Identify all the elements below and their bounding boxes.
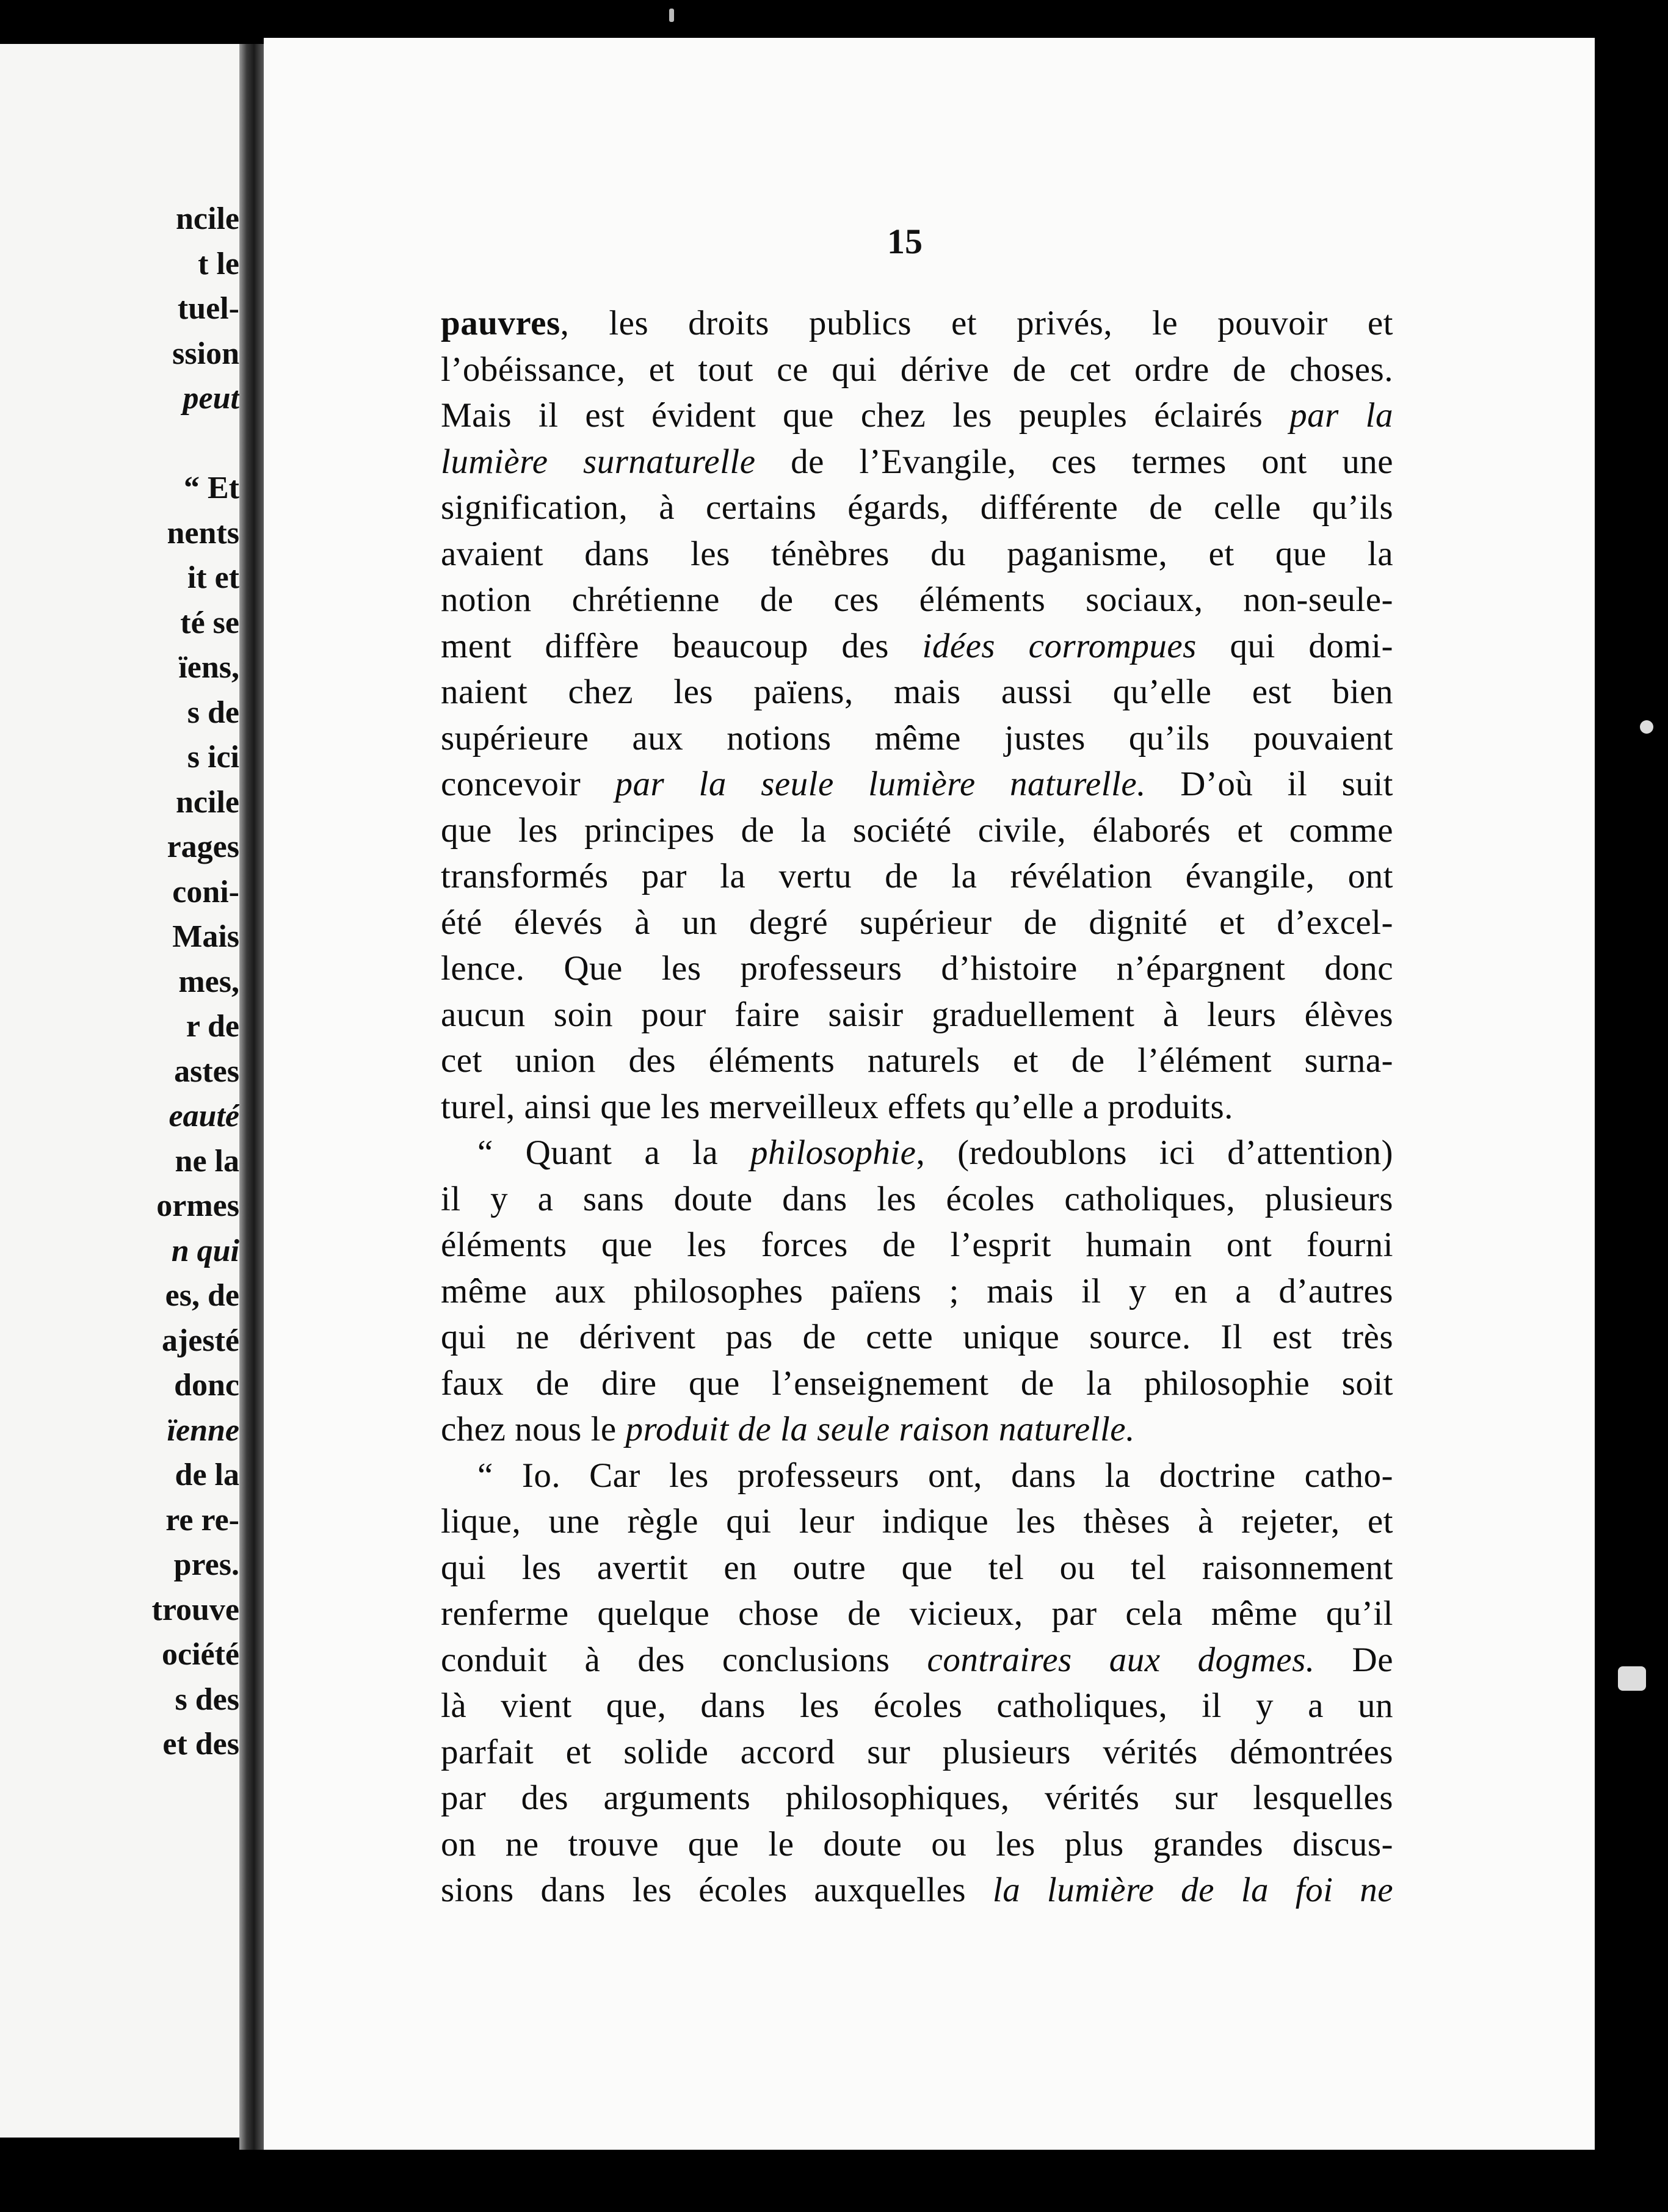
- text-run: De: [1314, 1640, 1393, 1679]
- text-run: “ Io. Car les professeurs ont, dans la doctrine catho-: [477, 1456, 1393, 1495]
- left-page-line: ïenne: [167, 1412, 239, 1448]
- text-line: [441, 1406, 1393, 1453]
- text-line: [441, 623, 1393, 670]
- scan-speck: [1618, 1666, 1646, 1691]
- italic-text: par la seule lumière naturelle.: [615, 765, 1146, 803]
- text-line: [441, 945, 1393, 992]
- left-page-line: tuel-: [177, 291, 239, 326]
- text-line: [441, 808, 1393, 854]
- text-line: [441, 761, 1393, 808]
- text-run: qui les avertit en outre que tel ou tel raisonnement: [441, 1548, 1393, 1587]
- left-page-line: it et: [187, 560, 239, 595]
- text-run: “ Quant a la: [477, 1133, 750, 1172]
- left-page-line: s des: [175, 1682, 239, 1717]
- left-page-line: coni-: [172, 874, 239, 909]
- text-run: qui domi-: [1196, 626, 1394, 665]
- left-page-line: s de: [187, 695, 239, 730]
- left-page: [0, 44, 239, 2138]
- text-line: [441, 300, 1393, 347]
- text-line: [441, 485, 1393, 531]
- text-line: [441, 1729, 1393, 1776]
- text-run: on ne trouve que le doute ou les plus grandes discus-: [441, 1824, 1393, 1863]
- text-line: [441, 1775, 1393, 1821]
- text-line: [441, 347, 1393, 393]
- text-line: [441, 1130, 1393, 1176]
- italic-text: contraires aux dogmes.: [927, 1640, 1315, 1679]
- text-line: [441, 577, 1393, 623]
- left-page-line: ajesté: [161, 1323, 239, 1358]
- left-page-line: t le: [198, 246, 239, 281]
- text-run: par des arguments philosophiques, vérités sur lesquelles: [441, 1779, 1393, 1817]
- left-page-line: rages: [167, 830, 239, 864]
- text-line: [441, 715, 1393, 762]
- text-run: pauvres: [441, 304, 560, 342]
- text-line: [441, 531, 1393, 577]
- left-page-line: ncile: [176, 784, 239, 820]
- text-run: signification, à certains égards, différente de celle qu’ils: [441, 488, 1393, 527]
- left-page-line: de la: [175, 1458, 239, 1492]
- text-line: [441, 1683, 1393, 1729]
- text-run: supérieure aux notions même justes qu’ils pouvaient: [441, 718, 1393, 757]
- text-line: [441, 1361, 1393, 1407]
- text-run: il y a sans doute dans les écoles catholiques, plusieurs: [441, 1179, 1393, 1218]
- text-run: Mais il est évident que chez les peuples éclairés: [441, 396, 1290, 435]
- scan-speck: [669, 9, 674, 22]
- italic-text: lumière surnaturelle: [441, 442, 756, 481]
- text-run: , les droits publics et privés, le pouvoir et: [560, 304, 1393, 342]
- text-run: renferme quelque chose de vicieux, par cela même qu’il: [441, 1594, 1393, 1633]
- text-run: , (redoublons ici d’attention): [916, 1133, 1393, 1172]
- left-page-line: peut: [183, 381, 239, 416]
- text-line: [441, 1637, 1393, 1683]
- italic-text: philosophie: [750, 1133, 916, 1172]
- text-line: [441, 1038, 1393, 1084]
- text-line: [441, 853, 1393, 900]
- left-page-line: ociété: [161, 1637, 239, 1672]
- text-run: qui ne dérivent pas de cette unique source. Il est très: [441, 1318, 1393, 1356]
- text-run: été élevés à un degré supérieur de dignité et d’excel-: [441, 903, 1393, 942]
- text-line: [441, 1867, 1393, 1914]
- text-run: sions dans les écoles auxquelles: [441, 1871, 993, 1909]
- italic-text: produit de la seule raison naturelle.: [625, 1410, 1135, 1448]
- left-page-line: s ici: [187, 740, 239, 775]
- italic-text: par la: [1289, 396, 1393, 435]
- text-line: [441, 392, 1393, 439]
- text-run: que les principes de la société civile, élaborés et comme: [441, 811, 1393, 850]
- text-run: chez nous le: [441, 1410, 626, 1448]
- text-run: l’obéissance, et tout ce qui dérive de cet ordre de choses.: [441, 350, 1393, 389]
- text-run: conduit à des conclusions: [441, 1640, 927, 1679]
- text-line: [441, 1084, 1393, 1130]
- left-page-line: mes,: [178, 964, 239, 999]
- left-page-line: ïens,: [178, 650, 239, 685]
- text-run: aucun soin pour faire saisir graduellement à leurs élèves: [441, 995, 1393, 1034]
- text-run: éléments que les forces de l’esprit humain ont fourni: [441, 1226, 1393, 1264]
- text-run: turel, ainsi que les merveilleux effets qu’elle a produits.: [441, 1087, 1233, 1126]
- text-run: naient chez les païens, mais aussi qu’elle est bien: [441, 673, 1393, 711]
- left-page-line: eauté: [169, 1099, 239, 1133]
- page-number: 15: [887, 222, 923, 261]
- text-line: [441, 900, 1393, 946]
- text-line: [441, 1268, 1393, 1315]
- left-page-line: té se: [180, 605, 239, 640]
- text-run: concevoir: [441, 765, 615, 803]
- left-page-line: ncile: [176, 201, 239, 236]
- text-run: lence. Que les professeurs d’histoire n’épargnent donc: [441, 949, 1393, 988]
- left-page-line: ssion: [172, 336, 239, 371]
- text-run: cet union des éléments naturels et de l’élément surna-: [441, 1041, 1393, 1080]
- text-run: ment diffère beaucoup des: [441, 626, 923, 665]
- book-gutter: [239, 44, 264, 2150]
- text-line: [441, 1314, 1393, 1361]
- text-run: faux de dire que l’enseignement de la philosophie soit: [441, 1364, 1393, 1403]
- text-line: [441, 1453, 1393, 1499]
- left-page-line: ne la: [175, 1143, 239, 1179]
- left-page-line: et des: [162, 1727, 239, 1762]
- right-page: [264, 38, 1595, 2150]
- text-line: [441, 1545, 1393, 1591]
- text-run: de l’Evangile, ces termes ont une: [755, 442, 1393, 481]
- left-page-line: Mais: [172, 919, 239, 954]
- text-line: [441, 1222, 1393, 1268]
- text-run: D’où il suit: [1145, 765, 1393, 803]
- left-page-line: [0, 421, 239, 466]
- scan-speck: [1640, 720, 1653, 734]
- italic-text: idées corrompues: [922, 626, 1197, 665]
- left-page-line: nents: [167, 515, 239, 551]
- left-page-line: ormes: [156, 1188, 239, 1223]
- left-page-line: donc: [174, 1368, 239, 1403]
- text-run: même aux philosophes païens ; mais il y en a d’autres: [441, 1271, 1393, 1310]
- left-page-line: r de: [186, 1009, 239, 1044]
- left-page-line: astes: [174, 1054, 239, 1089]
- text-line: [441, 992, 1393, 1038]
- left-page-line: n qui: [171, 1233, 239, 1268]
- text-line: [441, 669, 1393, 715]
- text-line: [441, 1498, 1393, 1545]
- left-page-line: pres.: [173, 1547, 239, 1582]
- text-line: [441, 1821, 1393, 1868]
- left-page-line: re re-: [165, 1502, 239, 1538]
- text-line: [441, 1176, 1393, 1223]
- text-run: avaient dans les ténèbres du paganisme, et que la: [441, 534, 1393, 573]
- text-line: [441, 1591, 1393, 1637]
- body-text: [441, 300, 1393, 1914]
- left-page-line: “ Et: [184, 471, 239, 505]
- text-run: notion chrétienne de ces éléments sociaux, non-seule-: [441, 580, 1393, 619]
- left-page-line: trouve: [151, 1592, 239, 1627]
- text-run: là vient que, dans les écoles catholiques, il y a un: [441, 1686, 1393, 1725]
- text-run: transformés par la vertu de la révélation évangile, ont: [441, 857, 1393, 895]
- text-line: [441, 439, 1393, 485]
- text-run: parfait et solide accord sur plusieurs vérités démontrées: [441, 1732, 1393, 1771]
- text-run: lique, une règle qui leur indique les thèses à rejeter, et: [441, 1502, 1393, 1541]
- italic-text: la lumière de la foi ne: [992, 1871, 1393, 1909]
- left-page-line: es, de: [165, 1278, 239, 1313]
- left-page-text: [0, 197, 239, 1767]
